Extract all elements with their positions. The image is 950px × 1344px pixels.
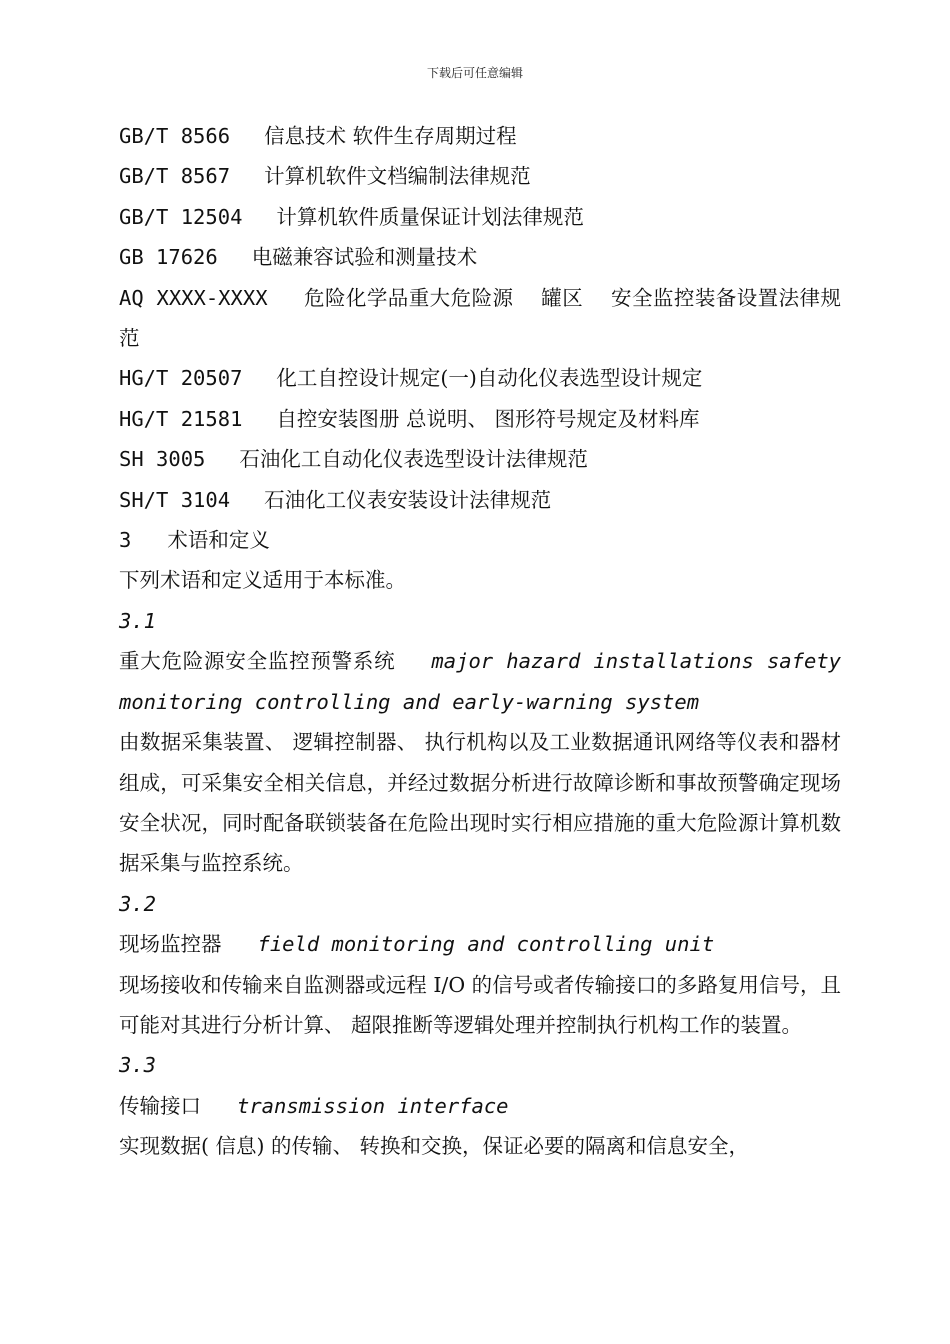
- standard-code: AQ XXXX-XXXX: [119, 285, 268, 310]
- term-definition: 实现数据( 信息) 的传输、 转换和交换，保证必要的隔离和信息安全，: [119, 1134, 750, 1159]
- standard-code: SH/T 3104: [119, 487, 231, 512]
- reference-item: [119, 116, 841, 156]
- standard-title: 化工自控设计规定(一)自动化仪表选型设计规定: [276, 366, 703, 391]
- reference-item: [119, 197, 841, 237]
- term-english-name: field monitoring and controlling unit: [257, 932, 715, 957]
- standard-code: GB 17626: [119, 245, 218, 270]
- reference-item: [119, 156, 841, 196]
- term-chinese-name: 现场监控器: [119, 932, 222, 957]
- section-intro: 下列术语和定义适用于本标准。: [119, 568, 406, 593]
- standard-code: GB/T 12504: [119, 204, 243, 229]
- standard-title: 危险化学品重大危险源 罐区 安全监控装备设置法律规范: [119, 285, 841, 351]
- standard-code: HG/T 20507: [119, 366, 243, 391]
- term-number: 3.1: [119, 608, 157, 633]
- section-heading: [119, 520, 841, 560]
- term-chinese-name: 重大危险源安全监控预警系统: [119, 649, 396, 674]
- standard-title: 计算机软件文档编制法律规范: [264, 164, 531, 189]
- reference-item: [119, 358, 841, 398]
- reference-item: [119, 237, 841, 277]
- section-number: 3: [119, 528, 132, 553]
- term-number: 3.3: [119, 1053, 157, 1078]
- standard-title: 石油化工仪表安装设计法律规范: [264, 487, 552, 512]
- term-heading: [119, 924, 841, 964]
- term-definition: 由数据采集装置、 逻辑控制器、 执行机构以及工业数据通讯网络等仪表和器材组成，可采集安全相关信息，并经过数据分析进行故障诊断和事故预警确定现场安全状况，同时配备联锁装备在危险出现时实行相应措施的重大危险源计算机数据采集与监控系统。: [119, 730, 841, 876]
- section-title: 术语和定义: [167, 528, 270, 553]
- reference-item: [119, 278, 841, 359]
- standard-code: HG/T 21581: [119, 406, 243, 431]
- standard-title: 信息技术 软件生存周期过程: [264, 124, 517, 148]
- term-number: 3.2: [119, 891, 157, 916]
- term-heading: [119, 1086, 841, 1126]
- document-body: [119, 116, 841, 1167]
- term-chinese-name: 传输接口: [119, 1093, 201, 1118]
- reference-item: [119, 439, 841, 479]
- standard-code: SH 3005: [119, 447, 206, 472]
- term-english-name: major hazard installations safety monitoring controlling and early-warning system: [119, 649, 841, 714]
- term-definition: 现场接收和传输来自监测器或远程 I/O 的信号或者传输接口的多路复用信号，且可能对其进行分析计算、 超限推断等逻辑处理并控制执行机构工作的装置。: [119, 972, 841, 1037]
- standard-title: 自控安装图册 总说明、 图形符号规定及材料库: [276, 406, 700, 431]
- standard-title: 计算机软件质量保证计划法律规范: [276, 204, 584, 229]
- standard-title: 电磁兼容试验和测量技术: [251, 245, 478, 270]
- term-heading: [119, 641, 841, 722]
- standard-title: 石油化工自动化仪表选型设计法律规范: [239, 447, 588, 472]
- reference-item: [119, 480, 841, 520]
- standard-code: GB/T 8567: [119, 164, 231, 189]
- term-english-name: transmission interface: [237, 1093, 509, 1118]
- reference-item: [119, 399, 841, 439]
- page-header-watermark: 下载后可任意编辑: [426, 66, 523, 80]
- standard-code: GB/T 8566: [119, 124, 231, 148]
